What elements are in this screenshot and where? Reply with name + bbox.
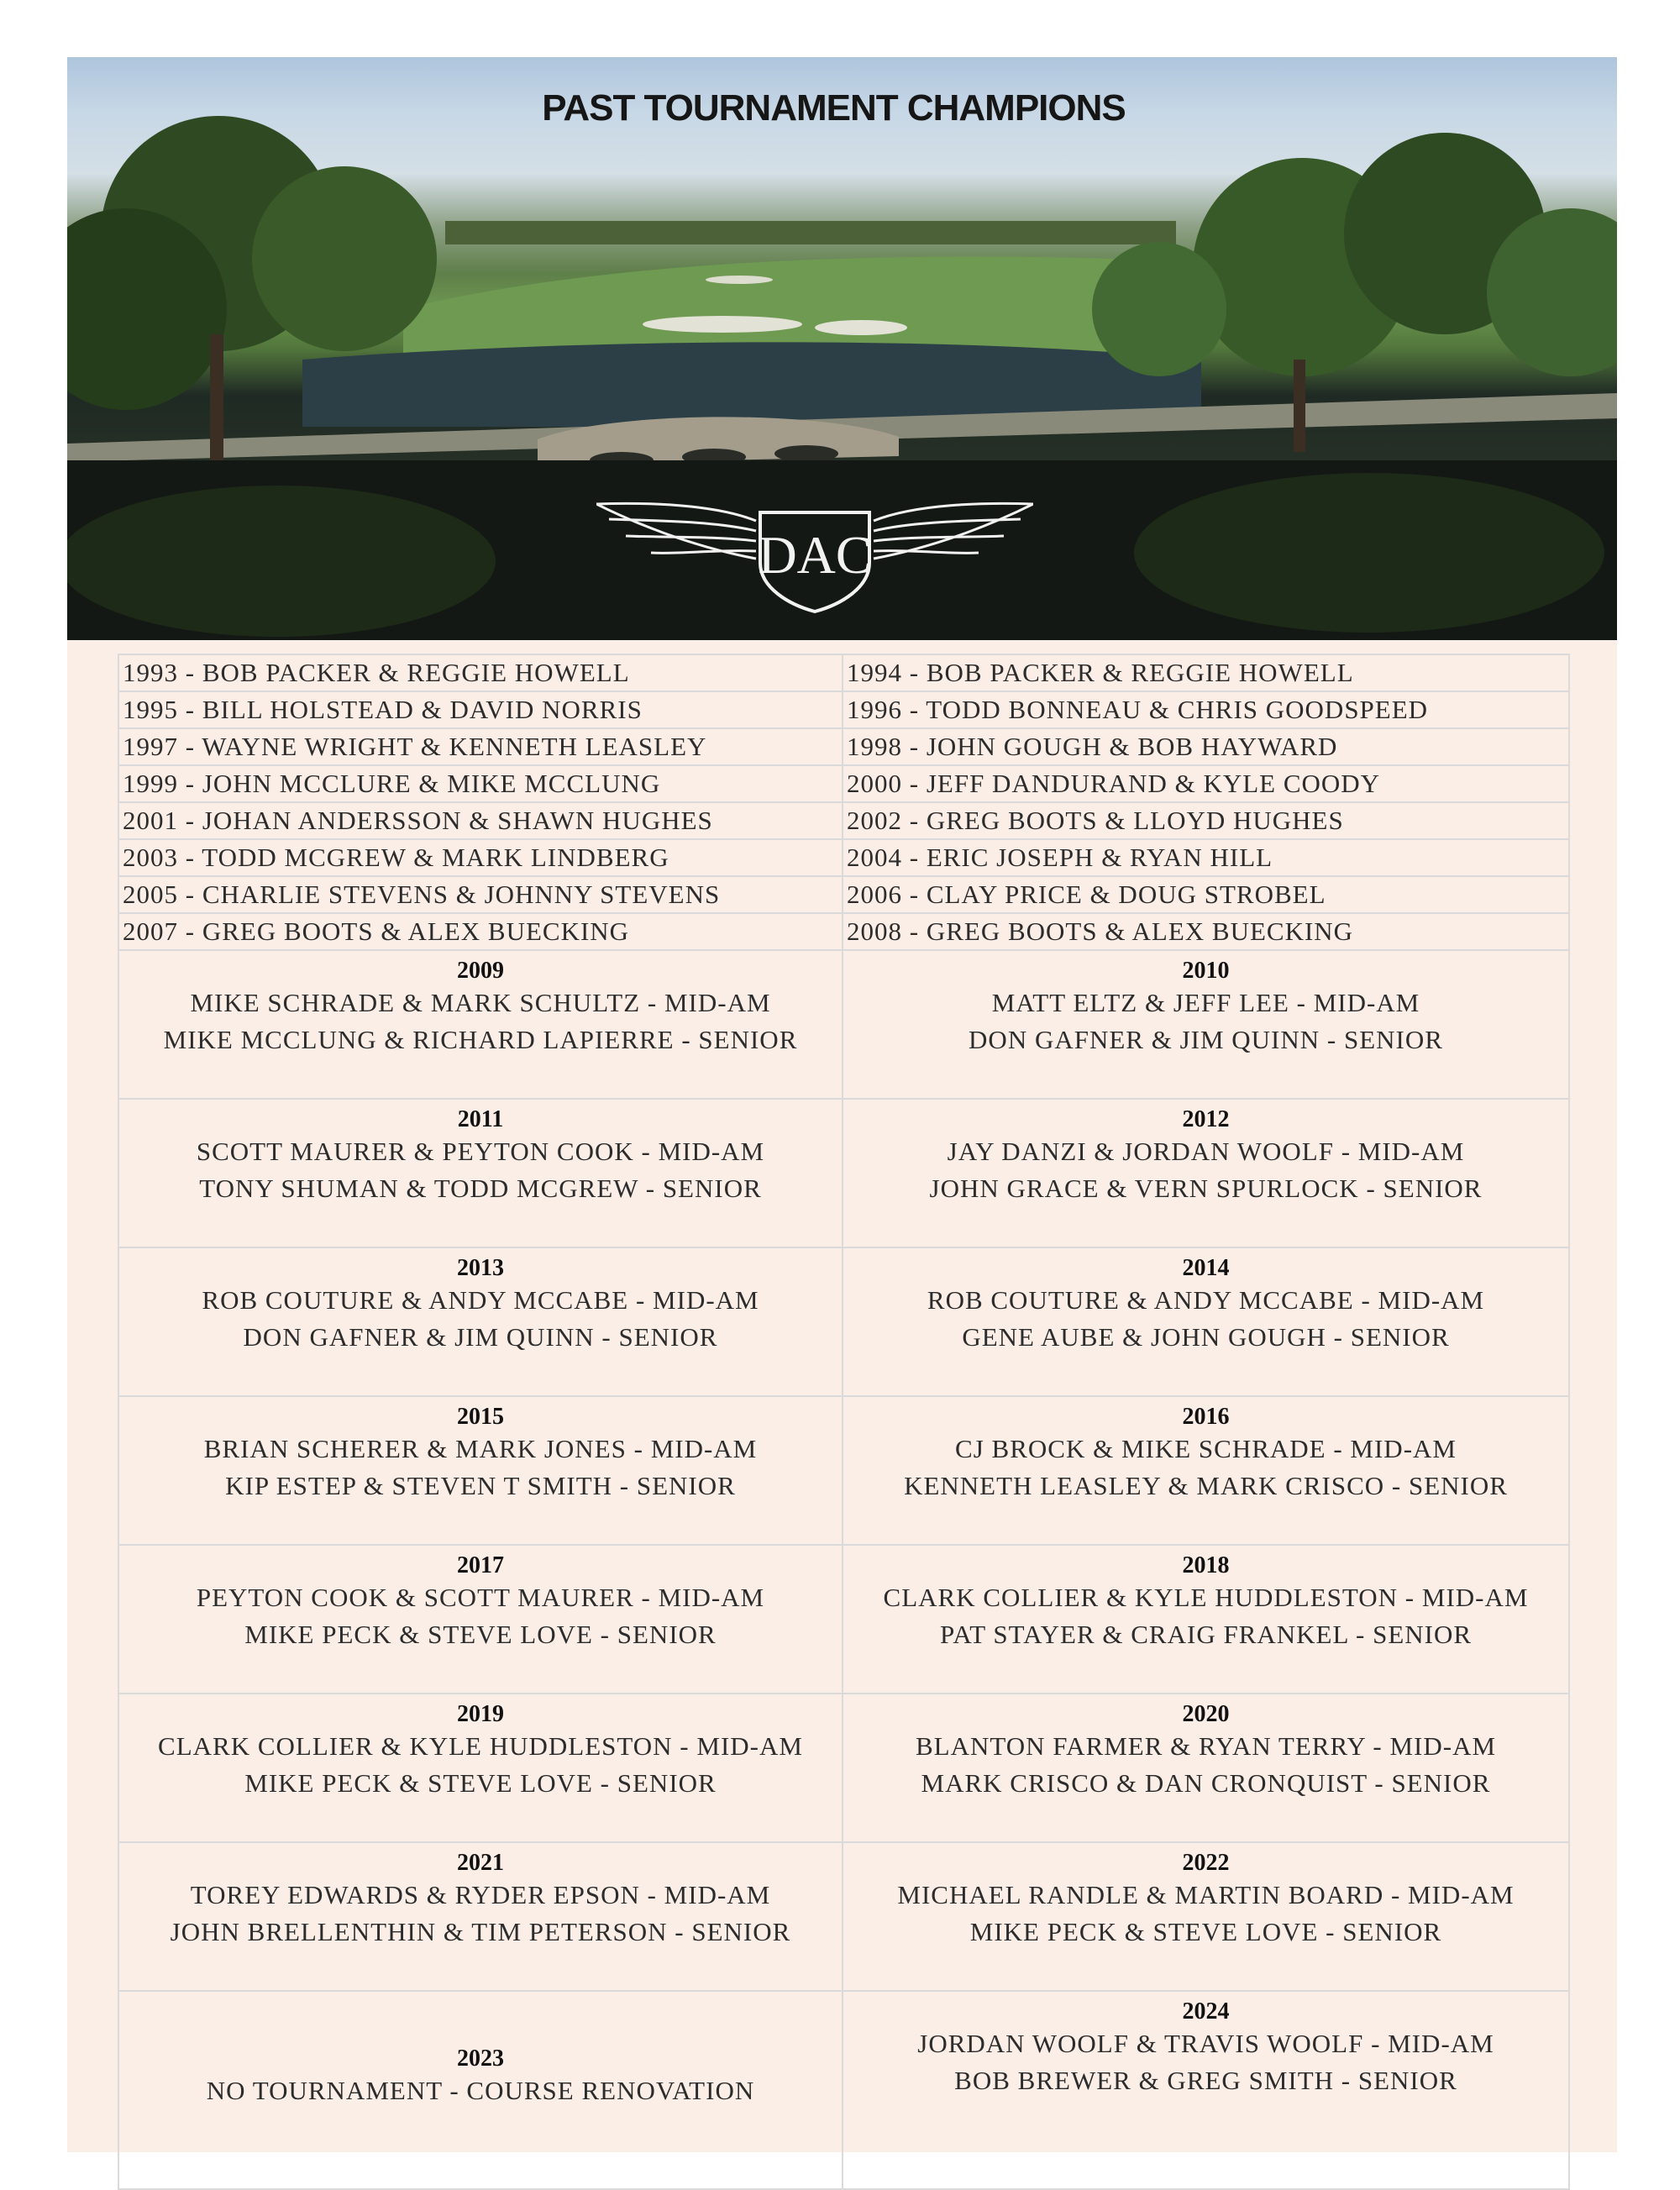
champion-line: CJ BROCK & MIKE SCHRADE - MID-AM bbox=[955, 1434, 1457, 1463]
champion-cell: 2008 - GREG BOOTS & ALEX BUECKING bbox=[843, 913, 1569, 950]
champion-cell: 1999 - JOHN MCCLURE & MIKE MCCLUNG bbox=[118, 765, 843, 802]
year-label: 2012 bbox=[1182, 1106, 1230, 1132]
champion-line: MARK CRISCO & DAN CRONQUIST - SENIOR bbox=[921, 1768, 1491, 1798]
table-row bbox=[118, 1842, 1569, 1991]
champion-cell: 2002 - GREG BOOTS & LLOYD HUGHES bbox=[843, 802, 1569, 839]
champion-line: ROB COUTURE & ANDY MCCABE - MID-AM bbox=[927, 1285, 1485, 1315]
champion-year-cell bbox=[118, 1099, 843, 1247]
year-label: 2017 bbox=[457, 1552, 504, 1578]
champion-year-cell bbox=[118, 1396, 843, 1545]
champion-line: MIKE SCHRADE & MARK SCHULTZ - MID-AM bbox=[190, 988, 771, 1017]
champion-line: JOHN BRELLENTHIN & TIM PETERSON - SENIOR bbox=[170, 1917, 791, 1946]
champion-year-cell bbox=[843, 1694, 1569, 1842]
champion-year-cell bbox=[843, 1247, 1569, 1396]
champion-line: JAY DANZI & JORDAN WOOLF - MID-AM bbox=[947, 1137, 1465, 1166]
champion-cell: 1994 - BOB PACKER & REGGIE HOWELL bbox=[843, 654, 1569, 691]
champion-line: GENE AUBE & JOHN GOUGH - SENIOR bbox=[962, 1322, 1450, 1352]
table-row bbox=[118, 1545, 1569, 1694]
champion-line: PEYTON COOK & SCOTT MAURER - MID-AM bbox=[196, 1583, 765, 1612]
table-row bbox=[118, 1991, 1569, 2189]
year-label: 2016 bbox=[1182, 1404, 1230, 1430]
year-label: 2013 bbox=[457, 1255, 504, 1281]
champion-cell: 2005 - CHARLIE STEVENS & JOHNNY STEVENS bbox=[118, 876, 843, 913]
table-row bbox=[118, 691, 1569, 728]
year-label: 2010 bbox=[1182, 958, 1230, 984]
champion-line: BRIAN SCHERER & MARK JONES - MID-AM bbox=[203, 1434, 758, 1463]
champion-line: SCOTT MAURER & PEYTON COOK - MID-AM bbox=[196, 1137, 765, 1166]
club-logo bbox=[596, 496, 1033, 613]
champion-line: JOHN GRACE & VERN SPURLOCK - SENIOR bbox=[929, 1174, 1483, 1203]
page-title: PAST TOURNAMENT CHAMPIONS bbox=[542, 87, 1126, 129]
champion-line: KIP ESTEP & STEVEN T SMITH - SENIOR bbox=[225, 1471, 736, 1500]
champion-line: KENNETH LEASLEY & MARK CRISCO - SENIOR bbox=[904, 1471, 1508, 1500]
champion-year-cell bbox=[118, 1545, 843, 1694]
champion-line: NO TOURNAMENT - COURSE RENOVATION bbox=[206, 2076, 755, 2105]
champion-cell: 1997 - WAYNE WRIGHT & KENNETH LEASLEY bbox=[118, 728, 843, 765]
champion-line: MIKE PECK & STEVE LOVE - SENIOR bbox=[244, 1768, 717, 1798]
champion-line: MICHAEL RANDLE & MARTIN BOARD - MID-AM bbox=[897, 1880, 1515, 1909]
year-label: 2024 bbox=[1182, 1998, 1230, 2025]
champion-line: ROB COUTURE & ANDY MCCABE - MID-AM bbox=[202, 1285, 759, 1315]
logo-monogram: DAC bbox=[758, 525, 872, 585]
champion-line: MIKE PECK & STEVE LOVE - SENIOR bbox=[969, 1917, 1442, 1946]
year-label: 2011 bbox=[457, 1106, 504, 1132]
champion-cell: 2004 - ERIC JOSEPH & RYAN HILL bbox=[843, 839, 1569, 876]
table-row bbox=[118, 765, 1569, 802]
champion-year-cell bbox=[118, 1842, 843, 1991]
champion-line: DON GAFNER & JIM QUINN - SENIOR bbox=[969, 1025, 1443, 1054]
champion-cell: 1993 - BOB PACKER & REGGIE HOWELL bbox=[118, 654, 843, 691]
champion-line: CLARK COLLIER & KYLE HUDDLESTON - MID-AM bbox=[883, 1583, 1529, 1612]
champion-year-cell bbox=[118, 950, 843, 1099]
champion-year-cell bbox=[118, 1694, 843, 1842]
table-row bbox=[118, 802, 1569, 839]
champion-line: PAT STAYER & CRAIG FRANKEL - SENIOR bbox=[939, 1620, 1473, 1649]
year-label: 2015 bbox=[457, 1404, 504, 1430]
champion-cell: 2006 - CLAY PRICE & DOUG STROBEL bbox=[843, 876, 1569, 913]
champion-cell: 2000 - JEFF DANDURAND & KYLE COODY bbox=[843, 765, 1569, 802]
champion-year-cell bbox=[843, 1099, 1569, 1247]
champions-table bbox=[118, 654, 1570, 2190]
table-row bbox=[118, 839, 1569, 876]
hero-banner bbox=[67, 57, 1617, 640]
year-label: 2021 bbox=[457, 1850, 504, 1876]
champion-line: JORDAN WOOLF & TRAVIS WOOLF - MID-AM bbox=[917, 2029, 1494, 2058]
champion-year-cell bbox=[843, 1545, 1569, 1694]
year-label: 2022 bbox=[1182, 1850, 1230, 1876]
year-label: 2009 bbox=[457, 958, 504, 984]
champion-cell: 1998 - JOHN GOUGH & BOB HAYWARD bbox=[843, 728, 1569, 765]
year-label: 2018 bbox=[1182, 1552, 1230, 1578]
champion-line: BOB BREWER & GREG SMITH - SENIOR bbox=[954, 2066, 1457, 2095]
table-row bbox=[118, 1396, 1569, 1545]
champion-line: BLANTON FARMER & RYAN TERRY - MID-AM bbox=[915, 1731, 1497, 1761]
champion-year-cell bbox=[118, 1991, 843, 2189]
champion-line: DON GAFNER & JIM QUINN - SENIOR bbox=[243, 1322, 718, 1352]
table-row bbox=[118, 1694, 1569, 1842]
table-row bbox=[118, 728, 1569, 765]
year-label: 2020 bbox=[1182, 1701, 1230, 1727]
champion-cell: 2007 - GREG BOOTS & ALEX BUECKING bbox=[118, 913, 843, 950]
table-row bbox=[118, 1247, 1569, 1396]
year-label: 2014 bbox=[1182, 1255, 1230, 1281]
champion-year-cell bbox=[843, 950, 1569, 1099]
champion-line: MIKE PECK & STEVE LOVE - SENIOR bbox=[244, 1620, 717, 1649]
table-row bbox=[118, 654, 1569, 691]
table-row bbox=[118, 1099, 1569, 1247]
champion-year-cell bbox=[843, 1842, 1569, 1991]
champion-cell: 2003 - TODD MCGREW & MARK LINDBERG bbox=[118, 839, 843, 876]
year-label: 2019 bbox=[457, 1701, 504, 1727]
champion-cell: 2001 - JOHAN ANDERSSON & SHAWN HUGHES bbox=[118, 802, 843, 839]
champion-line: MATT ELTZ & JEFF LEE - MID-AM bbox=[991, 988, 1420, 1017]
table-row bbox=[118, 950, 1569, 1099]
champion-year-cell bbox=[843, 1396, 1569, 1545]
champion-year-cell bbox=[118, 1247, 843, 1396]
champion-cell: 1996 - TODD BONNEAU & CHRIS GOODSPEED bbox=[843, 691, 1569, 728]
year-label: 2023 bbox=[457, 2046, 504, 2072]
champion-line: TONY SHUMAN & TODD MCGREW - SENIOR bbox=[199, 1174, 762, 1203]
table-row bbox=[118, 876, 1569, 913]
table-row bbox=[118, 913, 1569, 950]
champion-line: CLARK COLLIER & KYLE HUDDLESTON - MID-AM bbox=[158, 1731, 803, 1761]
champion-year-cell bbox=[843, 1991, 1569, 2189]
champion-line: MIKE MCCLUNG & RICHARD LAPIERRE - SENIOR bbox=[163, 1025, 798, 1054]
champion-cell: 1995 - BILL HOLSTEAD & DAVID NORRIS bbox=[118, 691, 843, 728]
champion-line: TOREY EDWARDS & RYDER EPSON - MID-AM bbox=[190, 1880, 771, 1909]
